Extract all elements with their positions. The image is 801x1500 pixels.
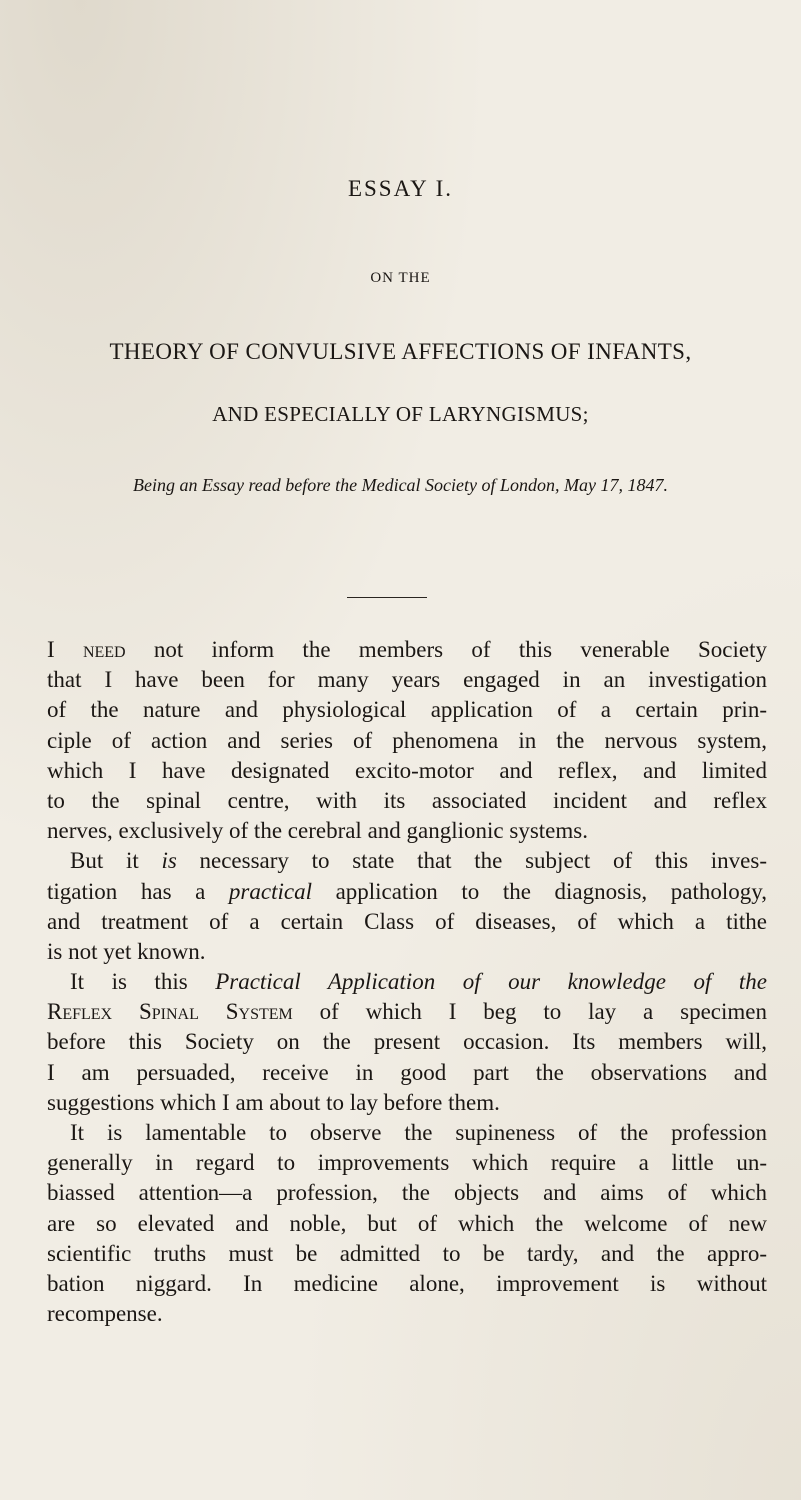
p1-line-5: which I have designated excito-motor and reflex, and limited (47, 757, 767, 783)
p3-line-1: It is this Practical Application of our knowledge of the (70, 969, 767, 995)
body-text (47, 635, 767, 1329)
essay-number-heading: ESSAY I. (347, 176, 454, 201)
p3-line-5: suggestions which I am about to lay before them. (47, 1089, 500, 1115)
p4-line-4: are so elevated and noble, but of which the welcome of new (47, 1210, 767, 1236)
small-caps-word: need (82, 637, 126, 662)
on-the-label: ON THE (370, 270, 431, 286)
p4-line-1: It is lamentable to observe the supineness of the profession (70, 1120, 767, 1145)
p4-line-7: recompense. (47, 1301, 163, 1327)
p1-line-2: that I have been for many years engaged in an investigation (47, 667, 767, 693)
subtitle: Being an Essay read before the Medical Society of London, May 17, 1847. (132, 475, 669, 495)
p1-line-6: to the spinal centre, with its associated incident and reflex (47, 787, 767, 813)
p1-line-3: of the nature and physiological application of a certain prin- (47, 697, 767, 723)
p3-line-3: before this Society on the present occasion. Its members will, (47, 1029, 767, 1055)
p1-line-7: nerves, exclusively of the cerebral and ganglionic systems. (47, 818, 588, 844)
p4-line-2: generally in regard to improvements which require a little un- (47, 1150, 767, 1176)
p3-line-4: I am persuaded, receive in good part the observations and (47, 1059, 767, 1085)
p3-line-2: Reflex Spinal System of which I beg to lay a specimen (47, 999, 767, 1025)
title-line-2: AND ESPECIALLY OF LARYNGISMUS; (212, 402, 589, 426)
p1-line-4: ciple of action and series of phenomena in the nervous system, (47, 727, 767, 753)
p2-line-1: But it is necessary to state that the subject of this inves- (70, 848, 767, 874)
section-divider (347, 597, 427, 598)
p2-line-2: tigation has a practical application to the diagnosis, pathology, (47, 878, 767, 904)
p2-line-4: is not yet known. (47, 938, 206, 964)
drop-initial: I (47, 637, 55, 662)
title-line-1: THEORY OF CONVULSIVE AFFECTIONS OF INFANTS, (109, 339, 692, 364)
p4-line-5: scientific truths must be admitted to be tardy, and the appro- (47, 1240, 767, 1266)
p4-line-6: bation niggard. In medicine alone, improvement is without (47, 1270, 767, 1296)
p4-line-3: biassed attention—a profession, the objects and aims of which (47, 1180, 767, 1206)
p2-line-3: and treatment of a certain Class of diseases, of which a tithe (47, 908, 767, 934)
p1-line-1: I need not inform the members of this venerable Society (47, 637, 767, 662)
